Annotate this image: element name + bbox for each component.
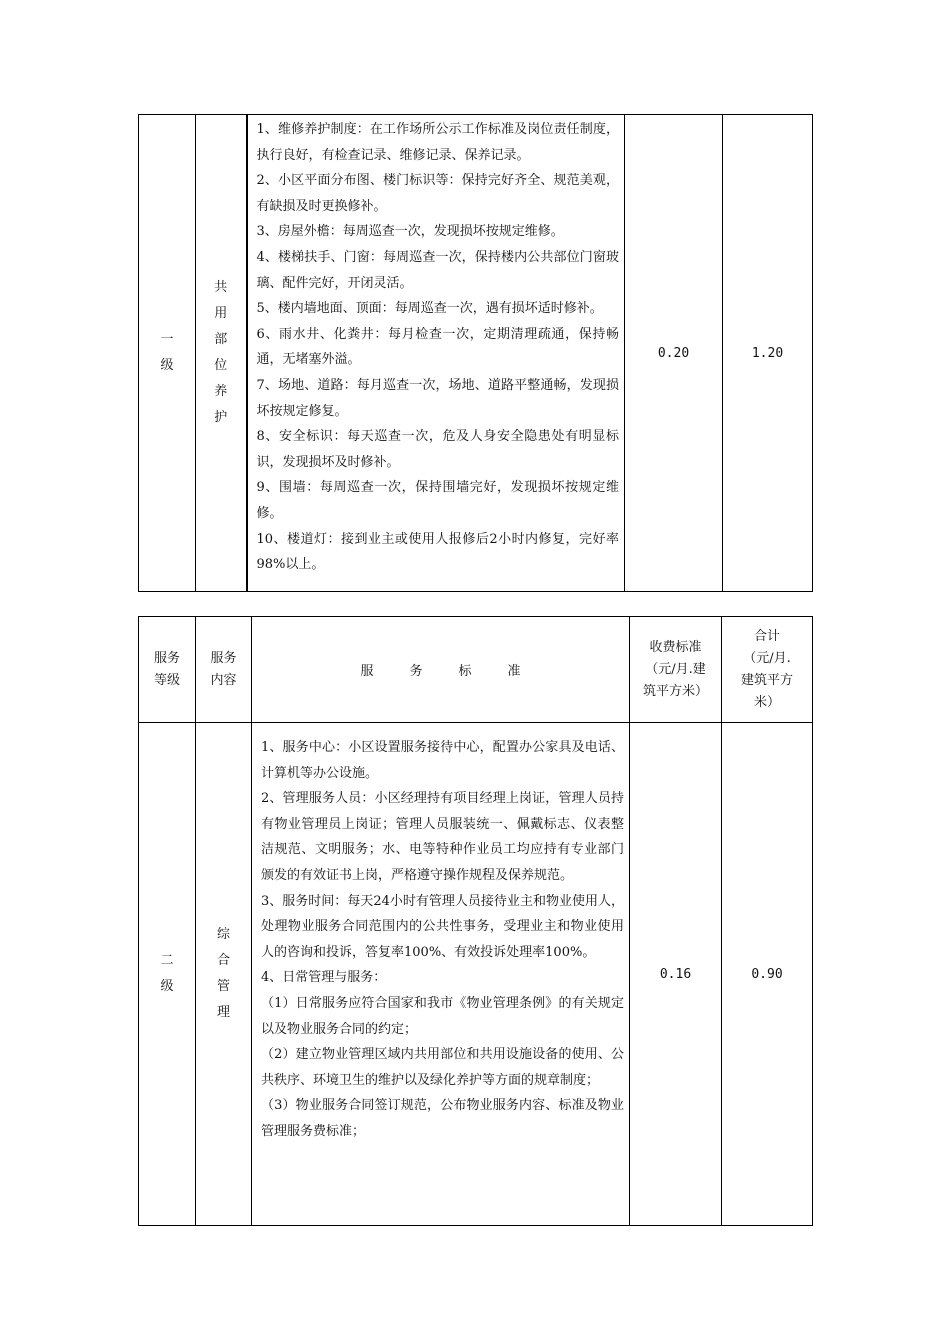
standard-item: 8、安全标识：每天巡查一次，危及人身安全隐患处有明显标识，发现损坏及时修补。 [256, 429, 619, 470]
level-one-table [138, 114, 813, 592]
header-char: 务 [409, 664, 423, 679]
header-service-content [196, 617, 252, 723]
standard-item: （1）日常服务应符合国家和我市《物业管理条例》的有关规定以及物业服务合同的约定； [261, 995, 624, 1037]
content-char: 综 [216, 927, 230, 942]
level-two-table [138, 616, 813, 1226]
table-row [139, 115, 813, 592]
standard-item: 4、楼梯扶手、门窗：每周巡查一次，保持楼内公共部位门窗玻璃、配件完好，开闭灵活。 [256, 249, 619, 291]
standard-item: 4、日常管理与服务： [261, 970, 387, 986]
header-service-level [139, 617, 196, 723]
level-char: 二 [160, 953, 174, 968]
standard-item: 2、管理服务人员：小区经理持有项目经理上岗证，管理人员持有物业管理员上岗证；管理人员服装统一、佩戴标志、仪表整洁规范、文明服务；水、电等特种作业员工均应持有专业部门颁发的有效证书上岗，严格遵守操作规程及保养规范。 [261, 791, 624, 883]
service-level-cell [139, 115, 196, 592]
service-level-cell [139, 723, 196, 1226]
standard-item: 3、房屋外檐：每周巡查一次，发现损坏按规定维修。 [256, 224, 564, 240]
standard-item: 1、维修养护制度：在工作场所公示工作标准及岗位责任制度，执行良好，有检查记录、维修记录、保养记录。 [256, 122, 619, 163]
standard-item: 10、楼道灯：接到业主或使用人报修后2小时内修复，完好率98%以上。 [256, 531, 619, 573]
header-char: 标 [458, 664, 472, 679]
standard-item: 1、服务中心：小区设置服务接待中心，配置办公家具及电话、计算机等办公设施。 [261, 740, 624, 781]
standard-item: 9、围墙：每周巡查一次，保持围墙完好，发现损坏按规定维修。 [256, 480, 619, 521]
service-content-cell [196, 115, 247, 592]
service-standard-cell [252, 723, 630, 1226]
standard-item: 5、楼内墙地面、顶面：每周巡查一次，遇有损坏适时修补。 [256, 301, 603, 317]
content-char: 管 [216, 979, 230, 994]
service-content-cell [196, 723, 252, 1226]
header-char: 服 [360, 664, 374, 679]
standard-item: 3、服务时间：每天24小时有管理人员接待业主和物业使用人，处理物业服务合同范围内的公共性事务，受理业主和物业使用人的咨询和投诉，答复率100%、有效投诉处理率100%。 [261, 893, 624, 960]
content-char: 合 [216, 953, 230, 968]
content-char: 理 [216, 1005, 230, 1020]
standard-item: 6、雨水井、化粪井：每月检查一次，定期清理疏通，保持畅通，无堵塞外溢。 [256, 326, 619, 368]
content-char: 位 [214, 358, 228, 373]
header-line: （元/月.建 [645, 661, 706, 677]
fee-cell: 0.20 [625, 115, 723, 592]
standard-item: 2、小区平面分布图、楼门标识等：保持完好齐全、规范美观，有缺损及时更换修补。 [256, 173, 619, 214]
header-fee-standard [630, 617, 722, 723]
level-char: 一 [160, 332, 174, 347]
header-line: 内容 [210, 672, 237, 688]
header-line: 合计 [753, 628, 780, 644]
table-header-row [139, 617, 813, 723]
level-char: 级 [160, 979, 174, 994]
content-char: 共 [214, 280, 228, 295]
content-char: 用 [214, 306, 228, 321]
table-row [139, 723, 813, 1226]
fee-cell: 0.16 [630, 723, 722, 1226]
header-line: 服务 [153, 650, 180, 666]
header-line: （元/月. [743, 650, 791, 666]
header-line: 米） [753, 694, 780, 710]
standard-item: （3）物业服务合同签订规范，公布物业服务内容、标准及物业管理服务费标准； [261, 1098, 624, 1139]
header-line: 收费标准 [649, 639, 702, 655]
header-char: 准 [507, 664, 521, 679]
total-cell: 1.20 [723, 115, 813, 592]
header-line: 建筑平方 [740, 672, 793, 688]
header-line: 等级 [153, 672, 180, 688]
content-char: 部 [214, 332, 228, 347]
header-total [722, 617, 813, 723]
header-line: 筑平方米） [642, 683, 708, 699]
standard-item: 7、场地、道路：每月巡查一次，场地、道路平整通畅，发现损坏按规定修复。 [256, 377, 619, 419]
header-service-standard [252, 617, 630, 723]
total-cell: 0.90 [722, 723, 813, 1226]
service-standard-cell [247, 115, 625, 592]
content-char: 养 [214, 384, 228, 399]
level-char: 级 [160, 358, 174, 373]
content-char: 护 [214, 410, 228, 425]
standard-item: （2）建立物业管理区域内共用部位和共用设施设备的使用、公共秩序、环境卫生的维护以及绿化养护等方面的规章制度； [261, 1047, 624, 1088]
header-line: 服务 [210, 650, 237, 666]
